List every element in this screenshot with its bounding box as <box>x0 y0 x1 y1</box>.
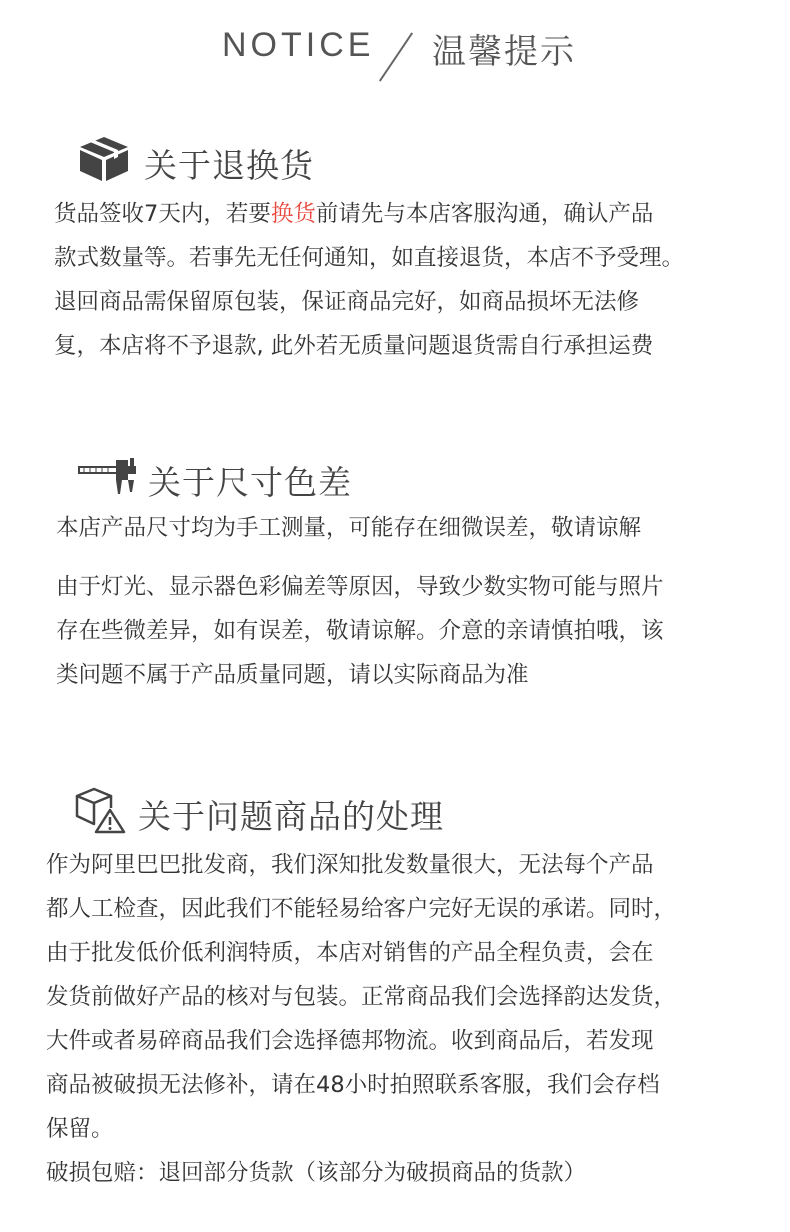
paragraph-line: 破损包赔：退回部分货款（该部分为破损商品的货款） <box>46 1160 587 1186</box>
paragraph-line: 本店产品尺寸均为手工测量，可能存在细微误差，敬请谅解 <box>56 515 642 541</box>
highlight-exchange: 换货 <box>270 201 316 227</box>
section-title-text: 关于问题商品的处理 <box>138 796 444 836</box>
paragraph-line: 商品被破损无法修补，请在48小时拍照联系客服，我们会存档 <box>46 1072 660 1098</box>
problem-paragraph <box>46 843 676 1195</box>
paragraph-line: 大件或者易碎商品我们会选择德邦物流。收到商品后，若发现 <box>46 1028 654 1054</box>
section-title-text: 关于退换货 <box>144 145 314 185</box>
notice-header <box>0 18 790 78</box>
paragraph-line: 保留。 <box>46 1116 114 1142</box>
size-paragraph-b <box>56 565 664 697</box>
paragraph-line: 类问题不属于产品质量同题，请以实际商品为准 <box>56 662 529 688</box>
damaged-box-warning-icon <box>74 786 126 842</box>
paragraph-line: 复，本店将不予退款, 此外若无质量问题退货需自行承担运费 <box>54 333 654 359</box>
paragraph-line: 都人工检查，因此我们不能轻易给客户完好无误的承诺。同时， <box>46 896 677 922</box>
section-problem-title <box>74 786 444 842</box>
paragraph-line: 存在些微差异，如有误差，敬请谅解。介意的亲请慎拍哦，该 <box>56 618 664 644</box>
paragraph-line <box>54 192 684 236</box>
line-text: 货品签收7天内，若要 <box>54 201 271 227</box>
section-returns-title <box>78 135 314 191</box>
paragraph-line: 由于批发低价低利润特质，本店对销售的产品全程负责，会在 <box>46 940 654 966</box>
returns-paragraph <box>54 192 684 368</box>
size-paragraph-a <box>56 506 641 550</box>
line-text: 前请先与本店客服沟通，确认产品 <box>315 201 654 227</box>
section-title-text: 关于尺寸色差 <box>148 462 352 502</box>
notice-title-en: NOTICE <box>222 26 375 64</box>
section-size-title <box>78 456 352 504</box>
paragraph-line: 作为阿里巴巴批发商，我们深知批发数量很大，无法每个产品 <box>46 852 654 878</box>
title-divider-slash <box>379 32 413 81</box>
caliper-icon <box>78 456 138 504</box>
paragraph-line: 发货前做好产品的核对与包装。正常商品我们会选择韵达发货， <box>46 984 677 1010</box>
package-box-icon <box>78 135 130 191</box>
paragraph-line: 退回商品需保留原包装，保证商品完好，如商品损坏无法修 <box>54 289 640 315</box>
paragraph-line: 款式数量等。若事先无任何通知，如直接退货，本店不予受理。 <box>54 245 685 271</box>
notice-title-cn: 温馨提示 <box>432 32 576 72</box>
paragraph-line: 由于灯光、显示器色彩偏差等原因，导致少数实物可能与照片 <box>56 574 664 600</box>
